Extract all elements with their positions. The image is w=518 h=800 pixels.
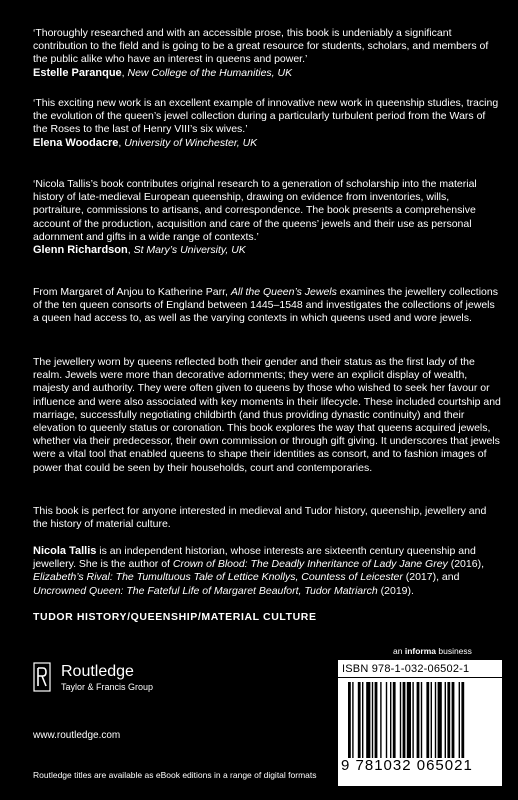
- endorsement-3: ‘Nicola Tallis’s book contributes original research to a generation of scholarship into the material history of late-medieval European queenship, drawing on evidence from inventories, wills, portraiture, commissions to artisans, and correspondence. The book presents a comprehensive account of the production, acquisition and care of the queens’ jewels and their use as personal adornment and gifts in a wide range of contexts.’ Glenn Richardson, St Mary’s University, UK: [33, 178, 501, 257]
- isbn-text: ISBN 978-1-032-06502-1: [342, 663, 470, 675]
- publisher-logo: [33, 662, 193, 692]
- endorser-affiliation: New College of the Humanities, UK: [127, 66, 293, 79]
- endorsement-1: ‘Thoroughly researched and with an accessible prose, this book is undeniably a significant contribution to the field and is going to be a great resource for students, scholars, and members of the public alike who have an interest in queens and power.’ Estelle Paranque, New College of the Humanities, UK: [33, 27, 501, 80]
- description-paragraph-2: The jewellery worn by queens reflected both their gender and their status as the first lady of the realm. Jewels were more than decorative adornments; they were an explicit display of wealth, majesty and authority. They were often given to queens by those who wished to seek her favour or influence and were also associated with key moments in their lifecycle. These included courtship and marriage, successfully negotiating childbirth (and thus providing dynastic continuity) and their elevation to queenly status or coronation. This book explores the way that queens acquired jewels, whether via their predecessor, their own commission or through gift giving. It underscores that jewels were a vital tool that enabled queens to shape their identities as consort, and to fashion images of power that could be seen by their households, court and contemporaries.: [33, 356, 501, 474]
- description-paragraph-3: This book is perfect for anyone interested in medieval and Tudor history, queenship, jewellery and the history of material culture.: [33, 505, 487, 531]
- endorser-affiliation: St Mary’s University, UK: [133, 244, 246, 257]
- barcode-bars: [348, 682, 496, 758]
- author-bio: Nicola Tallis is an independent historian, whose interests are sixteenth century queenship and jewellery. She is the author of Crown of Blood: The Deadly Inheritance of Lady Jane Grey (2016), Elizabeth’s Rival: The Tumultuous Tale of Lettice Knollys, Countess of Leicester (2017), and Uncrowned Queen: The Fateful Life of Margaret Beaufort, Tudor Matriarch (2019).: [33, 545, 484, 597]
- routledge-logo-icon: [33, 662, 51, 692]
- informa-tagline: an informa business: [393, 646, 472, 656]
- endorsement-2: ‘This exciting new work is an excellent example of innovative new work in queenship studies, tracing the evolution of the queen’s jewel collection during a particularly turbulent period from the Wars of the Roses to the last of Henry VIII’s six wives.’ Elena Woodacre, University of Winchester, UK: [33, 97, 501, 150]
- endorser-affiliation: University of Winchester, UK: [124, 136, 258, 149]
- author-name: Nicola Tallis: [33, 545, 97, 557]
- publisher-url[interactable]: www.routledge.com: [33, 730, 121, 741]
- publisher-name: Routledge: [61, 663, 134, 680]
- description-paragraph-1: From Margaret of Anjou to Katherine Parr, All the Queen’s Jewels examines the jewellery collections of the ten queen consorts of England between 1445–1548 and investigates the collections of jewels a queen had access to, as well as the varying contexts in which queens used and wore jewels.: [33, 286, 498, 325]
- endorser-name: Estelle Paranque: [33, 66, 122, 79]
- endorsement-quote: ‘This exciting new work is an excellent example of innovative new work in queenship studies, tracing the evolution of the queen’s jewel collection during a particularly turbulent period from the Wars of the Roses to the last of Henry VIII’s six wives.’: [33, 97, 499, 136]
- book-title: All the Queen’s Jewels: [230, 286, 337, 298]
- isbn-divider: [338, 677, 502, 678]
- publisher-group: Taylor & Francis Group: [61, 682, 154, 692]
- endorser-name: Elena Woodacre: [33, 136, 119, 149]
- isbn-barcode: [338, 660, 502, 786]
- endorsement-quote: ‘Thoroughly researched and with an accessible prose, this book is undeniably a significant contribution to the field and is going to be a great resource for students, scholars, and members of the public alike who have an interest in queens and power.’: [33, 27, 489, 66]
- endorsement-quote: ‘Nicola Tallis’s book contributes original research to a generation of scholarship into the material history of late-medieval European queenship, drawing on evidence from inventories, wills, portraiture, commissions to artisans, and correspondence. The book presents a comprehensive account of the production, acquisition and care of the queens’ jewels and their use as personal adornment and gifts in a wide range of contexts.’: [33, 178, 477, 243]
- ebook-note: Routledge titles are available as eBook editions in a range of digital formats: [33, 770, 317, 780]
- endorser-name: Glenn Richardson: [33, 244, 128, 257]
- barcode-digits: 9 781032 065021: [341, 757, 473, 774]
- subject-category: TUDOR HISTORY/QUEENSHIP/MATERIAL CULTURE: [33, 611, 317, 623]
